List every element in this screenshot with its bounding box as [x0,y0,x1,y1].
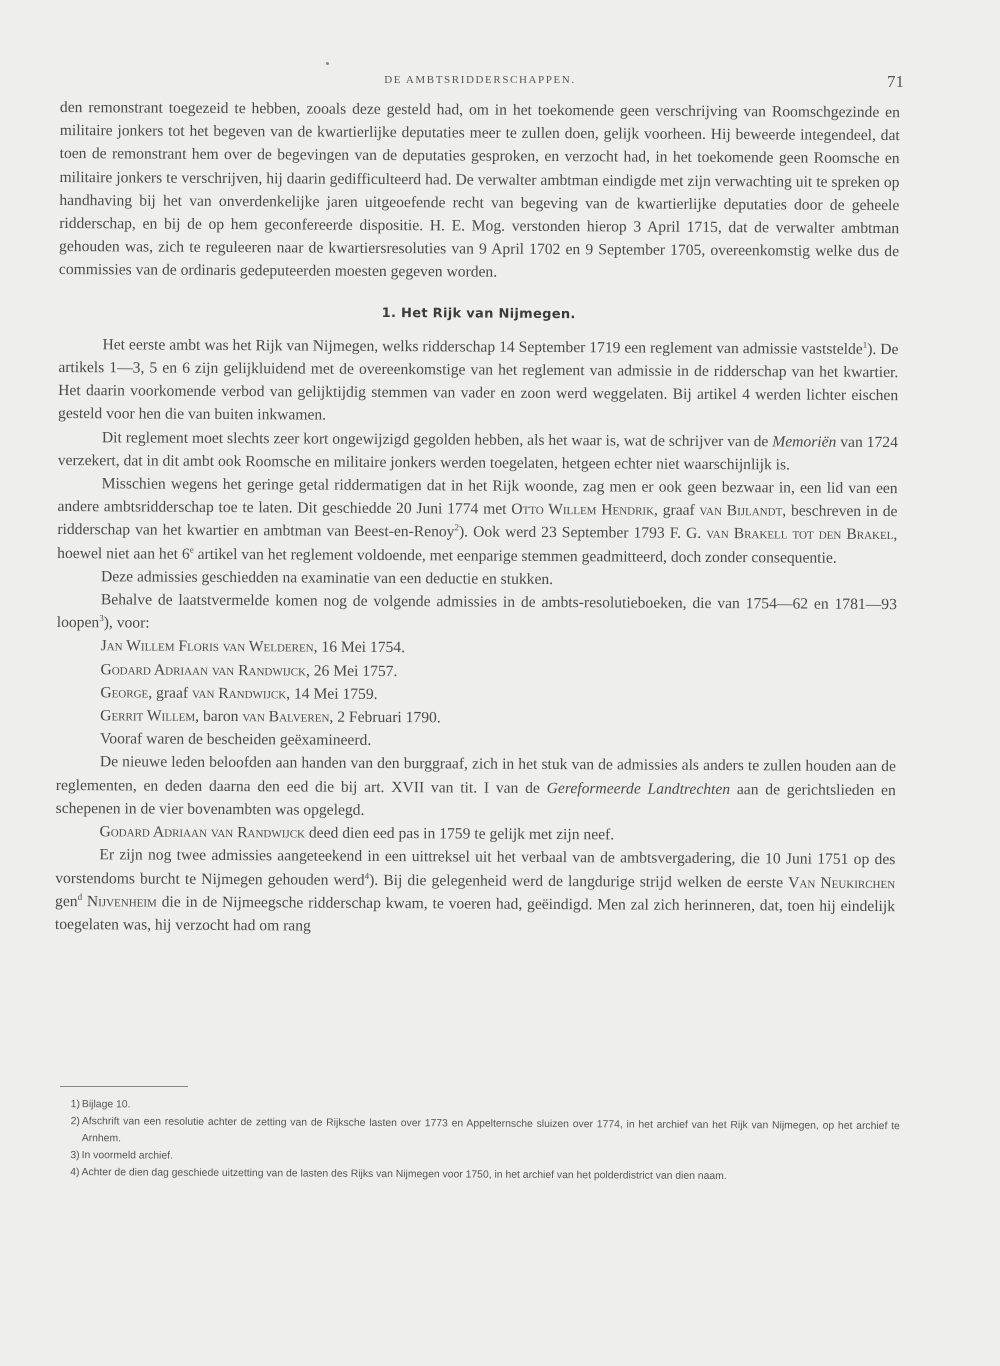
footnote-ref: 4 [364,870,370,881]
footnote: 4) Achter de dien dag geschiede uitzetting van de lasten des Rijks van Nijmegen voor 1750, in het archief van het polderdistrict van dien naam. [70,1167,727,1183]
paragraph: Godard Adriaan van Randwijck deed dien eed pas in 1759 te gelijk met zijn neef. [99,823,615,844]
printing-speck [326,62,329,65]
page-number: 71 [887,72,904,91]
footnote: 1) Bijlage 10. [70,1099,131,1111]
footnote: 3) In voormeld archief. [70,1150,173,1162]
paragraph: Het eerste ambt was het Rijk van Nijmegen, welks ridderschap 14 September 1719 een reglement van admissie vaststelde$^1$). De artikels 1—3, 5 en 6 zijn gelijkluidend met de overeenkomstige van het reglement van admissie in de ridderschap van het kwartier. Het daarin voorkomende verbod van gelijktijdig stemmen van vader en zoon werd weggelaten. Bij artikel 4 werden lichter eischen gesteld voor hen die van buiten inkwamen. [58,336,899,425]
paragraph: Er zijn nog twee admissies aangeteekend in een uittreksel uit het verbaal van de ambtsvergadering, die 10 Juni 1751 op des vorstendoms burcht te Nijmegen gehouden werd$^4$). Bij die gelegenheid werd de langdurige strijd welken de eerste Van Neukirchen gen$^d$ Nijvenheim die in de Nijmeegsche ridderschap kwam, te voeren had, geëindigd. Men zal zich herinneren, dat, toen hij eindelijk toegelaten was, hij verzocht had om rang [54,846,896,935]
admission-entry: Godard Adriaan van Randwijck, 26 Mei 1757. [100,660,398,680]
paragraph: Dit reglement moet slechts zeer kort ongewijzigd gegolden hebben, als het waar is, wat de schrijver van de Memoriën van 1724 verzekert, dat in dit ambt ook Roomsche en militaire jonkers werden toegelaten, hetgeen echter niet waarschijnlijk is. [57,428,898,474]
paragraph: Behalve de laatstvermelde komen nog de volgende admissies in de ambts-resolutieboeken, die van 1754—62 en 1781—93 loopen$^3$), voor: [56,591,897,632]
footnote-rule [60,1086,188,1087]
running-title: DE AMBTSRIDDERSCHAPPEN. [384,74,576,86]
footnote-ref: 3 [99,613,104,624]
admission-entry: George, graaf van Randwijck, 14 Mei 1759. [100,684,378,703]
paragraph: Vooraf waren de bescheiden geëxamineerd. [100,730,372,750]
paragraph: Misschien wegens het geringe getal riddermatigen dat in het Rijk woonde, zag men er ook geen bezwaar in, een lid van een andere ambtsridderschap toe te laten. Dit geschiedde 20 Juni 1774 met Otto Willem Hendrik, graaf van Bijlandt, beschreven in de ridderschap van het kwartier en ambtman van Beest-en-Renoy$^2$). Ook werd 23 September 1793 F. G. van Brakell tot den Brakel, hoewel niet aan het 6e artikel van het reglement voldoende, met eenparige stemmen geadmitteerd, doch zonder consequentie. [57,475,898,567]
paragraph-continuation: den remonstrant toegezeid te hebben, zooals deze gesteld had, om in het toekomende geen verschrijving van Roomschgezinde en militaire jonkers tot het begeven van de kwartierlijke deputaties meer te zullen doen, gelijk voorheen. Hij beweerde integendeel, dat toen de remonstrant hem over de begevingen van de deputaties gesproken, en verzocht had, in het toekomende geen Roomsche en militaire jonkers te verschrijven, hij daarin gedifficulteerd had. De verwalter ambtman eindigde met zijn verwachting uit te spreken op handhaving bij het van onverdenkelijke jaren uitgeoefende recht van begeving van de kwartierlijke deputaties door de geheele ridderschap, en bij de op hem geconfereerde dispositie. H. E. Mog. verstonden hierop 3 April 1715, dat de verwalter ambtman gehouden was, zich te reguleeren naar de kwartiersresoluties van 9 April 1702 en 9 September 1705, overeenkomstig welke dus de commissies van de ordinaris gedeputeerden moesten gegeven worden. [58,98,900,282]
footnote-ref: 2 [454,522,460,533]
footnote-ref: 1 [862,339,868,350]
section-heading: 1. Het Rijk van Nijmegen. [381,305,576,322]
footnote: 2) Afschrift van een resolutie achter de zetting van de Rijksche lasten over 1773 en Appelternsche sluizen over 1774, in het archief van het Rijk van Nijmegen, op het archief te Arnhem. [70,1116,900,1145]
main-text [55,96,900,941]
paragraph: De nieuwe leden beloofden aan handen van den burggraaf, zich in het stuk van de admissies als anders te zullen houden aan de reglementen, en deden daarna den eed die bij art. XVII van tit. I van de Gereformeerde Landtrechten aan de gerichtslieden en schepenen in de vier bovenambten was opgelegd. [55,753,896,819]
paragraph: Deze admissies geschiedden na examinatie van een deductie en stukken. [101,568,554,588]
admission-entry: Gerrit Willem, baron van Balveren, 2 Februari 1790. [100,707,441,727]
admission-entry: Jan Willem Floris van Welderen, 16 Mei 1754. [100,637,406,657]
footnotes [59,1096,900,1186]
